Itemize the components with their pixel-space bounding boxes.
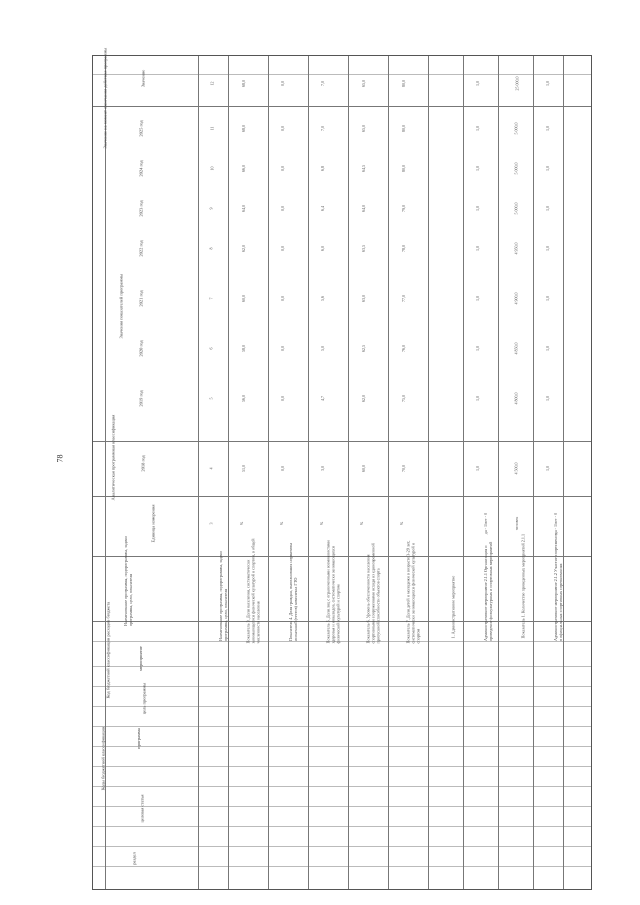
- column-divider: [93, 846, 591, 847]
- row-year-value: 1,0: [475, 166, 480, 171]
- row-year-value: 78,0: [401, 245, 406, 252]
- row-final-value: 1,0: [475, 81, 480, 86]
- final-value-label: Значение на момент окончания действия программы: [102, 47, 108, 149]
- row-divider: [268, 56, 269, 889]
- row-year-value: 58,0: [241, 345, 246, 352]
- row-year-value: 0,0: [280, 396, 285, 401]
- row-year-value: 1,0: [475, 396, 480, 401]
- final-col-label: Значение: [140, 69, 146, 88]
- row-year-value: 11: [209, 126, 215, 131]
- row-divider: [463, 56, 464, 889]
- row-year-value: 76,0: [401, 345, 406, 352]
- column-divider: [93, 441, 591, 442]
- code-group-label: Коды бюджетной классификации: [100, 726, 106, 791]
- row-year-value: 60,0: [241, 295, 246, 302]
- column-divider: [93, 866, 591, 867]
- row-year-value: 6,4: [320, 206, 325, 211]
- row-year-value: 5,0: [320, 346, 325, 351]
- row-year-value: 4 900,0: [513, 292, 519, 305]
- base-year-label: 2018 год: [140, 455, 146, 472]
- row-year-value: 5 000,0: [513, 122, 519, 135]
- column-divider: [93, 706, 591, 707]
- header-divider: [93, 106, 591, 107]
- code-col-label: мероприятие: [137, 646, 143, 671]
- row-divider: [308, 56, 309, 889]
- row-indicator-name: Административное мероприятие 2.1.1 Организация и проведение физкультурных и спортивных мероприятий: [483, 541, 493, 641]
- row-year-value: 4 950,0: [513, 242, 519, 255]
- row-year-value: 62,0: [361, 395, 366, 402]
- row-year-value: 64,0: [361, 205, 366, 212]
- row-year-value: 7: [208, 297, 214, 300]
- header-divider: [93, 74, 591, 75]
- row-base-value: 51,0: [241, 465, 246, 472]
- row-final-value: 12: [209, 81, 215, 86]
- row-year-value: 1,0: [545, 206, 550, 211]
- row-indicator-name: Административное мероприятие 2.1.2 Участие спортсменов в официальных спортивных соревнованиях: [553, 533, 563, 641]
- row-year-value: 1,0: [545, 396, 550, 401]
- row-indicator-name: Наименование программы, подпрограммы, задачи программы, цели, показателя: [218, 551, 228, 641]
- row-year-value: 80,0: [401, 125, 406, 132]
- row-divider: [563, 56, 564, 889]
- column-divider: [93, 746, 591, 747]
- row-year-value: 65,0: [361, 125, 366, 132]
- unit-label: Единица измерения: [150, 504, 156, 543]
- row-year-value: 1,0: [545, 246, 550, 251]
- row-base-value: 70,0: [401, 465, 406, 472]
- row-year-value: 10: [209, 166, 215, 171]
- row-base-value: 4: [208, 467, 214, 470]
- row-unit: человек: [514, 516, 520, 531]
- row-year-value: 1,0: [475, 296, 480, 301]
- row-year-value: 75,0: [401, 395, 406, 402]
- code-col-label: цель программы: [141, 682, 147, 715]
- row-unit: да - 1/нет - 0: [553, 512, 559, 535]
- row-year-value: 63,0: [361, 295, 366, 302]
- row-divider: [388, 56, 389, 889]
- row-final-value: 68,0: [241, 80, 246, 87]
- row-year-value: 0,0: [280, 246, 285, 251]
- row-year-value: 0,0: [280, 206, 285, 211]
- row-year-value: 6,0: [320, 246, 325, 251]
- year-label: 2023 год: [138, 200, 144, 217]
- row-base-value: 1,0: [475, 466, 480, 471]
- row-final-value: 7,0: [320, 81, 325, 86]
- row-year-value: 4 850,0: [513, 342, 519, 355]
- row-final-value: 0,0: [280, 81, 285, 86]
- row-year-value: 62,0: [241, 245, 246, 252]
- row-year-value: 5: [208, 397, 214, 400]
- column-divider: [93, 621, 591, 622]
- code-subgroup-label: Код бюджетной классификации расходов бюджета: [105, 601, 111, 699]
- page-number: 78: [55, 454, 65, 463]
- year-label: 2021 год: [138, 290, 144, 307]
- column-divider: [93, 786, 591, 787]
- row-divider: [198, 56, 199, 889]
- program-code-label: Аналитическая программная классификация: [110, 414, 116, 501]
- row-year-value: 0,0: [280, 296, 285, 301]
- row-year-value: 0,0: [280, 126, 285, 131]
- code-col-label: раздел: [131, 852, 137, 865]
- row-year-value: 1,0: [545, 296, 550, 301]
- code-col-label: целевая статья: [139, 794, 145, 823]
- plan-values-label: Значения показателей программы: [118, 273, 124, 339]
- row-year-value: 79,0: [401, 205, 406, 212]
- row-year-value: 0,0: [280, 346, 285, 351]
- column-divider: [93, 496, 591, 497]
- column-divider: [93, 686, 591, 687]
- row-year-value: 4 800,0: [513, 392, 519, 405]
- row-unit: %: [239, 521, 245, 526]
- column-divider: [93, 826, 591, 827]
- row-unit: %: [279, 521, 285, 526]
- year-label: 2020 год: [138, 340, 144, 357]
- row-indicator-name: 1. Административное мероприятие: [450, 575, 456, 639]
- column-divider: [93, 666, 591, 667]
- row-indicator-name: Показатель 4. Доля граждан, выполнивших нормативы испытаний (тестов) комплекса ГТО: [288, 543, 298, 641]
- row-unit: да - 1/нет - 0: [483, 512, 489, 535]
- year-label: 2019 год: [138, 390, 144, 407]
- year-label: 2025 год: [138, 120, 144, 137]
- row-year-value: 5 000,0: [513, 202, 519, 215]
- row-year-value: 6: [208, 347, 214, 350]
- row-indicator-name: Показатель 5. Доля лиц с ограниченными возможностями здоровья и инвалидов, систематически занимающихся физической культурой и спортом: [325, 540, 341, 644]
- column-divider: [93, 641, 591, 642]
- row-year-value: 1,0: [475, 346, 480, 351]
- row-indicator-name: Показатель 7. Доля детей и молодежи в возрасте 3-29 лет, систематически занимающихся физической культурой и спортом: [405, 540, 421, 644]
- row-year-value: 7,0: [320, 126, 325, 131]
- row-base-value: 4 500,0: [513, 462, 519, 475]
- row-year-value: 4,7: [320, 396, 325, 401]
- row-year-value: 64,5: [361, 165, 366, 172]
- row-year-value: 63,5: [361, 245, 366, 252]
- row-final-value: 80,0: [401, 80, 406, 87]
- row-year-value: 8: [208, 247, 214, 250]
- rotated-data-table: [92, 47, 592, 890]
- year-label: 2022 год: [138, 240, 144, 257]
- row-year-value: 1,0: [545, 166, 550, 171]
- row-divider: [533, 56, 534, 889]
- row-year-value: 1,0: [475, 126, 480, 131]
- row-final-value: 65,0: [361, 80, 366, 87]
- column-divider: [93, 726, 591, 727]
- row-final-value: 25 000,0: [514, 76, 520, 91]
- row-year-value: 77,0: [401, 295, 406, 302]
- row-year-value: 6,8: [320, 166, 325, 171]
- column-divider: [93, 556, 591, 557]
- row-year-value: 66,0: [241, 165, 246, 172]
- row-base-value: 0,0: [280, 466, 285, 471]
- row-year-value: 62,5: [361, 345, 366, 352]
- row-divider: [348, 56, 349, 889]
- column-divider: [93, 766, 591, 767]
- row-year-value: 64,0: [241, 205, 246, 212]
- row-year-value: 56,0: [241, 395, 246, 402]
- code-col-label: программа: [135, 728, 141, 749]
- row-unit: %: [359, 521, 365, 526]
- row-indicator-name: Показатель 1. Количество проведенных мероприятий 2.1.1: [520, 533, 526, 639]
- row-year-value: 9: [208, 207, 214, 210]
- row-base-value: 60,0: [361, 465, 366, 472]
- row-divider: [228, 56, 229, 889]
- row-divider: [428, 56, 429, 889]
- row-indicator-name: Показатель 6. Уровень обеспеченности населения спортивными сооружениями исходя из единовременной пропускной способности объектов спорта: [365, 543, 381, 644]
- row-year-value: 1,0: [475, 206, 480, 211]
- row-year-value: 5,6: [320, 296, 325, 301]
- row-base-value: 3,0: [320, 466, 325, 471]
- row-unit: 3: [208, 522, 214, 525]
- row-unit: %: [399, 521, 405, 526]
- indicator-name-header: Наименование программы, подпрограммы, задачи программы, цели, показателя: [123, 536, 133, 626]
- row-indicator-name: Показатель 3. Доля населения, систематически занимающегося физической культурой и спортом, в общей численности населения: [245, 538, 261, 644]
- row-year-value: 1,0: [475, 246, 480, 251]
- row-year-value: 80,0: [401, 165, 406, 172]
- row-year-value: 5 000,0: [513, 162, 519, 175]
- column-divider: [93, 806, 591, 807]
- row-year-value: 1,0: [545, 346, 550, 351]
- row-base-value: 1,0: [545, 466, 550, 471]
- row-year-value: 68,0: [241, 125, 246, 132]
- row-year-value: 1,0: [545, 126, 550, 131]
- row-unit: %: [319, 521, 325, 526]
- row-year-value: 0,0: [280, 166, 285, 171]
- row-divider: [498, 56, 499, 889]
- year-label: 2024 год: [138, 160, 144, 177]
- row-final-value: 1,0: [545, 81, 550, 86]
